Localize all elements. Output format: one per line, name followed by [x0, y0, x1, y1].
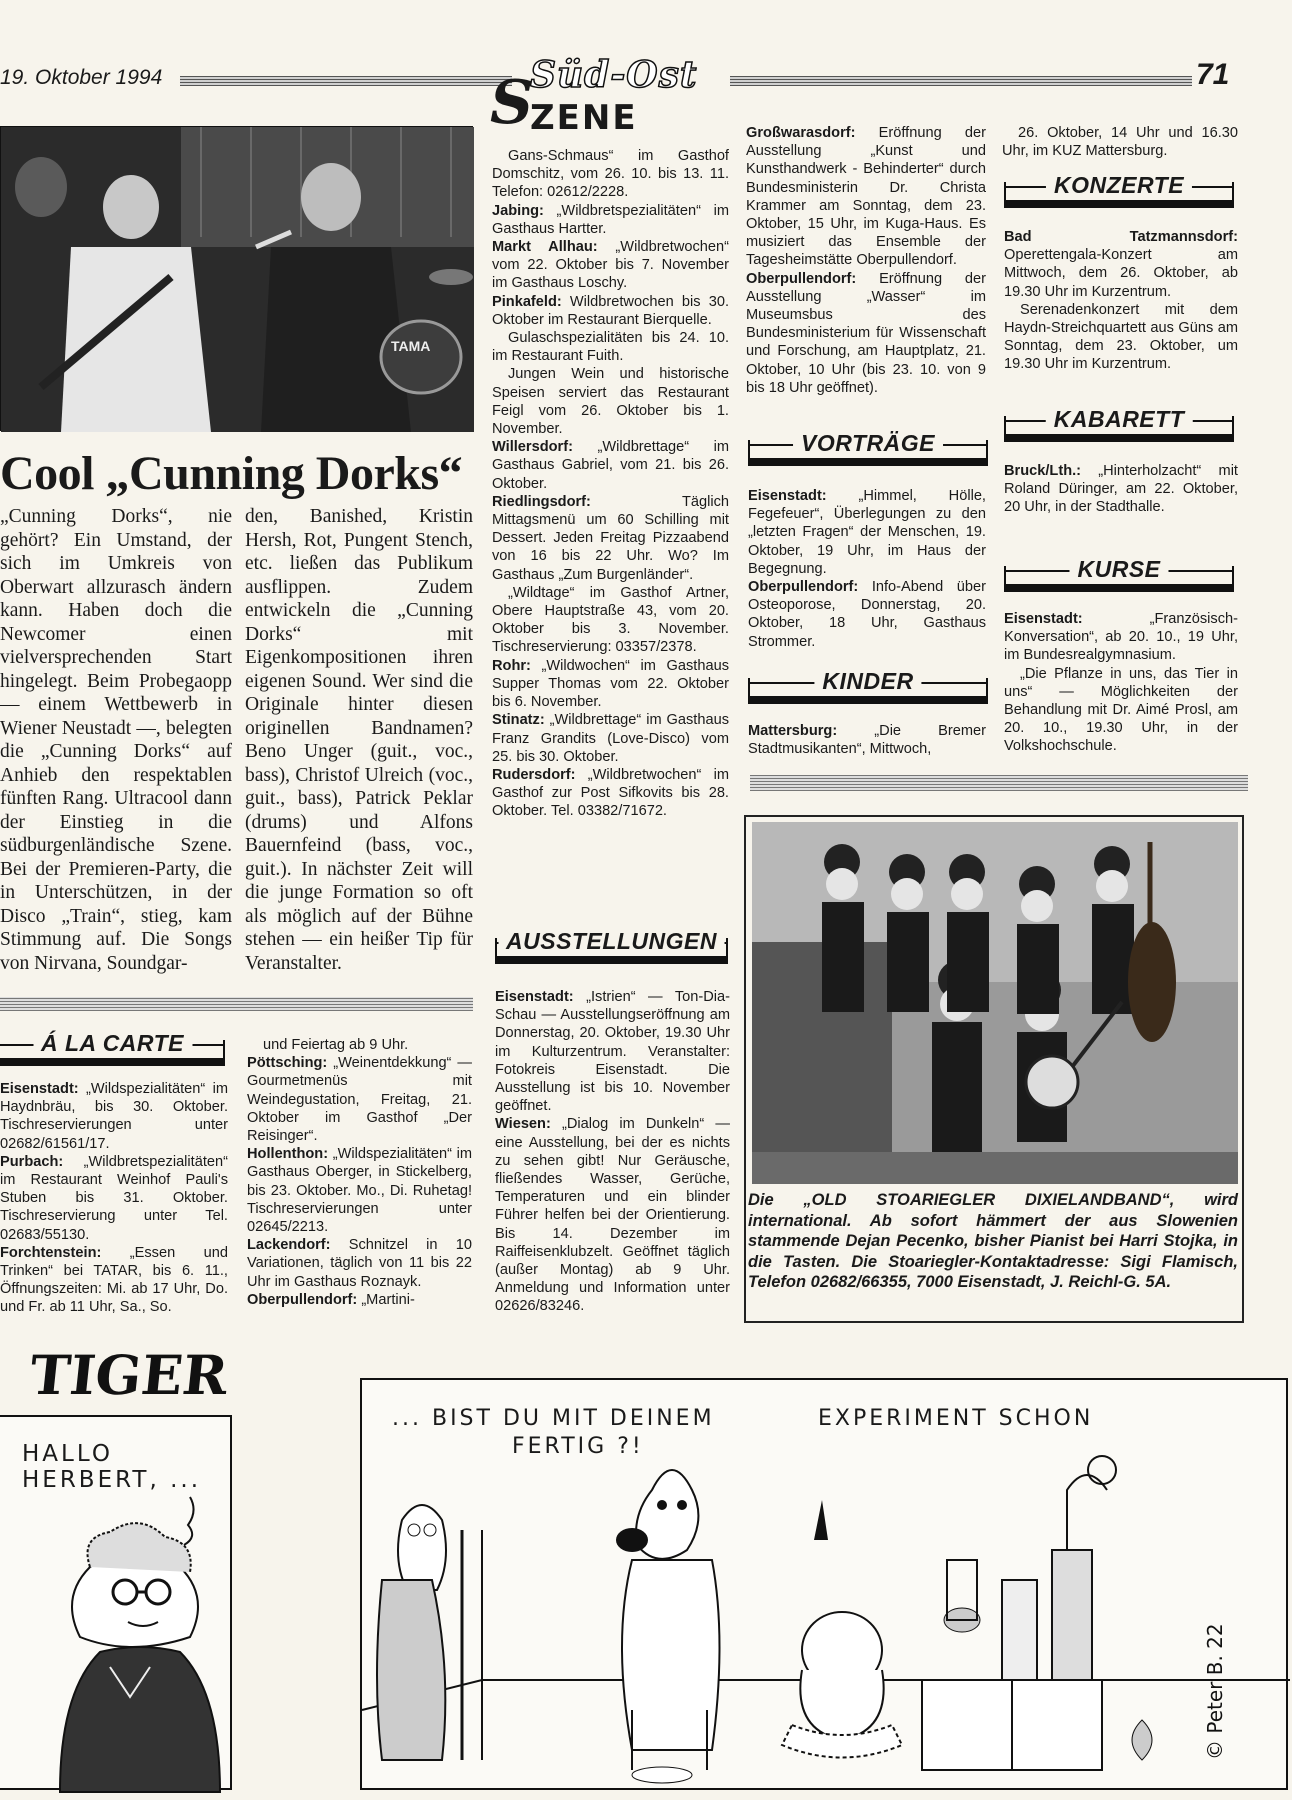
listing-text: „Istrien“ — Ton-Dia-Schau — Ausstellungseröffnung am Donnerstag, 20. Oktober, 19.30 Uhr im Kulturzentrum. Veranstalter: Fotokreis Eisenstadt. Die Ausstellung ist bis 10. November geöffnet. — [495, 989, 730, 1115]
listing-place: Rohr: — [492, 657, 531, 674]
page-number: 71 — [1196, 58, 1230, 91]
section-side-left — [748, 440, 750, 466]
listing-entry — [247, 1036, 472, 1054]
listing-place: Markt Allhau: — [492, 239, 598, 256]
section-header-vortraege — [748, 430, 988, 466]
listing-entry — [748, 578, 986, 651]
listing-place: Eisenstadt: — [495, 989, 574, 1005]
listing-entry — [492, 584, 729, 657]
band-photo — [0, 126, 473, 431]
listing-place: Forchtenstein: — [0, 1244, 102, 1261]
listing-place: Riedlingsdorf: — [492, 493, 591, 510]
listing-entry — [492, 657, 729, 712]
listing-entry — [1004, 462, 1238, 517]
listing-place: Rudersdorf: — [492, 766, 576, 783]
listing-entry — [0, 1080, 228, 1153]
speech-bubble-hallo: HALLO HERBERT, ... — [22, 1441, 202, 1493]
section-title-vortraege: VORTRÄGE — [793, 430, 943, 457]
listing-place: Lackendorf: — [247, 1237, 331, 1254]
listing-text: Schnitzel in 10 Variationen, täglich von 11 bis 22 Uhr im Gasthaus Roznayk. — [247, 1237, 472, 1290]
listing-place: Oberpullendorf: — [247, 1291, 358, 1308]
listing-entry — [748, 722, 986, 758]
section-header-konzerte — [1004, 172, 1234, 208]
drum-brand-text: TAMA — [391, 338, 431, 354]
listing-place: Hollenthon: — [247, 1146, 329, 1163]
listing-place: Eisenstadt: — [1004, 611, 1083, 627]
section-side-left — [1004, 566, 1006, 592]
section-side-left — [748, 678, 750, 704]
listing-entry — [492, 202, 729, 238]
listing-entry — [492, 493, 729, 584]
listing-text: „Wildspezialitäten“ im Gasthaus Oberger, in Stickelberg, bis 23. Oktober. Mo., Di. Ruhetag! Tischreservierungen unter 02645/2213. — [247, 1146, 472, 1236]
dixieland-band-photo — [752, 822, 1238, 1184]
shaded-bar-above-photo — [750, 775, 1248, 791]
speech-bubble-fertig: FERTIG ?! — [512, 1434, 644, 1459]
listing-entry — [492, 293, 729, 329]
listing-text: Eröffnung der Ausstellung „Wasser“ im Museumsbus des Bundesministerium für Wissenschaft und Forschung, am Hauptplatz, 21. Oktober, 10 Uhr (bis 23. 10. von 9 bis 18 Uhr geöffnet). — [746, 270, 986, 396]
section-header-kinder — [748, 668, 988, 704]
listing-place: Wiesen: — [495, 1116, 551, 1133]
comic-character-woman — [0, 1417, 232, 1792]
section-title-ausstellungen: AUSSTELLUNGEN — [498, 928, 725, 955]
comic-lab-scene — [362, 1380, 1290, 1792]
listing-entry — [1004, 665, 1238, 756]
listing-entry — [746, 270, 986, 397]
listing-entry — [1002, 124, 1238, 160]
logo-bottom-text: ZENE — [530, 98, 638, 138]
listing-entry — [0, 1244, 228, 1317]
listing-text: „Wildspezialitäten“ im Haydnbräu, bis 30. Oktober. Tischreservierungen unter 02682/61561/17. — [0, 1081, 228, 1152]
listing-place: Großwarasdorf: — [746, 125, 856, 141]
band-photo-caption: Die „OLD STOARIEGLER DIXIELANDBAND“, wird international. Ab sofort hämmert der aus Slowenien stammende Dejan Pecenko, bisher Pianist bei Harri Stojka, in die Tasten. Die Stoariegler-Kontaktadresse: Sigi Flamisch, Telefon 02682/66355, 7000 Eisenstadt, J. Reichl-G. 5A. — [748, 1191, 1238, 1291]
listing-place: Purbach: — [0, 1153, 64, 1170]
listing-text: Info-Abend über Osteoporose, Donnerstag, 20. Oktober, 18 Uhr, Gasthaus Strommer. — [748, 579, 986, 650]
comic-title-text: TIGER — [26, 1343, 231, 1407]
listing-place: Jabing: — [492, 202, 544, 219]
listing-text: Operettengala-Konzert am Mittwoch, dem 26. Oktober, ab 19.30 Uhr im Kurzentrum. — [1004, 247, 1238, 300]
listing-entry — [247, 1145, 472, 1236]
section-header-ausstellungen — [495, 928, 728, 964]
listing-text: Gulaschspezialitäten bis 24. 10. im Restaurant Fuith. — [492, 330, 729, 365]
listing-text: „Himmel, Hölle, Fegefeuer“, Überlegungen zu den „letzten Fragen“ der Menschen, 19. Oktober, 19 Uhr, im Haus der Begegnung. — [748, 488, 986, 577]
section-side-right — [223, 1040, 225, 1066]
listing-text: 26. Oktober, 14 Uhr und 16.30 Uhr, im KUZ Mattersburg. — [1002, 125, 1238, 160]
listing-entry — [0, 1153, 228, 1244]
column-5-listings — [1002, 124, 1238, 160]
section-side-right — [1232, 416, 1234, 442]
section-side-left — [1004, 182, 1006, 208]
listing-entry — [746, 124, 986, 270]
header-rule-left — [180, 76, 512, 86]
listing-text: Gans-Schmaus“ im Gasthof Domschitz, vom 26. 10. bis 13. 11. Telefon: 02612/2228. — [492, 148, 729, 201]
listing-text: Eröffnung der Ausstellung „Kunst und Kunsthandwerk - Behinderter“ durch Bundesministerin Dr. Christa Krammer am Sonntag, dem 23. Oktober, 15 Uhr, im Kuga-Haus. Es musiziert das Ensemble der Tagesheimstätte Oberpullendorf. — [746, 125, 986, 269]
dixieland-photo-image — [752, 822, 1238, 1184]
kurse-list — [1004, 610, 1238, 756]
section-title-a-la-carte: Á LA CARTE — [33, 1030, 192, 1057]
section-side-right — [986, 678, 988, 704]
section-side-left — [495, 938, 497, 964]
column-4-listings — [746, 124, 986, 397]
logo-top-text: Süd-Ost — [530, 54, 698, 96]
listing-text: „Weinentdekkung“ — Gourmetmenüs mit Weindegustation, Freitag, 21. Oktober im Gasthof „Der Reisinger“. — [247, 1055, 472, 1145]
listing-place: Eisenstadt: — [0, 1081, 79, 1097]
listing-text: „Wildbretwochen“ im Gasthof zur Post Sifkovits bis 28. Oktober. Tel. 03382/71672. — [492, 766, 729, 820]
listing-entry — [492, 438, 729, 493]
listing-entry — [1004, 228, 1238, 301]
listing-place: Bruck/Lth.: — [1004, 463, 1082, 479]
listing-text: „Wildbrettage“ im Gasthaus Gabriel, vom 21. bis 26. Oktober. — [492, 439, 729, 492]
listing-text: „Martini- — [357, 1291, 415, 1308]
listing-entry — [492, 147, 729, 202]
listing-entry — [1004, 610, 1238, 665]
kabarett-list — [1004, 462, 1238, 517]
section-logo — [490, 54, 730, 138]
listing-place: Pinkafeld: — [492, 293, 562, 310]
section-title-kabarett: KABARETT — [1046, 406, 1193, 433]
listing-entry — [492, 711, 729, 766]
a-la-carte-column-1 — [0, 1080, 228, 1317]
listing-text: „Die Pflanze in uns, das Tier in uns“ — Möglichkeiten der Behandlung mit Dr. Aimé Prosl, am 20. 10., 19.30 Uhr, in der Volkshochschule. — [1004, 665, 1238, 755]
section-side-left — [1004, 416, 1006, 442]
listing-text: „Wildbretwochen“ vom 22. Oktober bis 7. November im Gasthaus Loschy. — [492, 239, 729, 292]
article-headline: Cool „Cunning Dorks“ — [0, 447, 463, 500]
section-header-a-la-carte — [0, 1030, 225, 1066]
listing-text: „Wildwochen“ im Gasthaus Supper Thomas vom 22. Oktober bis 6. November. — [492, 657, 729, 711]
konzerte-list — [1004, 228, 1238, 374]
kinder-list — [748, 722, 986, 758]
listing-text: „Wildbrettage“ im Gasthaus Franz Grandits (Love-Disco) vom 25. bis 30. Oktober. — [492, 712, 729, 765]
listing-place: Willersdorf: — [492, 439, 573, 456]
section-side-right — [986, 440, 988, 466]
section-side-right — [726, 938, 728, 964]
listing-text: „Wildtage“ im Gasthof Artner, Obere Hauptstraße 43, vom 20. Oktober bis 3. November. Tischreservierung: 03357/2378. — [492, 584, 729, 656]
listing-text: „Wildbretspezialitäten“ im Gasthaus Hartter. — [492, 202, 729, 237]
listing-text: „Die Bremer Stadtmusikanten“, Mittwoch, — [748, 723, 986, 758]
listing-text: und Feiertag ab 9 Uhr. — [263, 1037, 409, 1053]
article-column-2 — [245, 505, 473, 975]
listing-entry — [247, 1054, 472, 1145]
listing-place: Bad Tatzmannsdorf: — [1004, 229, 1238, 245]
listing-entry — [495, 988, 730, 1115]
logo-initial: S — [490, 68, 534, 138]
listing-text: „Essen und Trinken“ bei TATAR, bis 6. 11., Öffnungszeiten: Mi. ab 17 Uhr, Do. und Fr. ab 11 Uhr, Sa., So. — [0, 1244, 228, 1316]
speech-bubble-experiment: EXPERIMENT SCHON — [818, 1406, 1094, 1431]
listing-text: „Französisch-Konversation“, ab 20. 10., 19 Uhr, im Bundesrealgymnasium. — [1004, 611, 1238, 664]
listing-entry — [495, 1115, 730, 1315]
concert-photo-image — [1, 127, 474, 432]
section-side-right — [1232, 566, 1234, 592]
listing-entry — [492, 329, 729, 365]
header-rule-right — [730, 76, 1192, 86]
listing-text: Serenadenkonzert mit dem Haydn-Streichquartett aus Güns am Sonntag, dem 23. Oktober, um 19.30 Uhr im Kurzentrum. — [1004, 301, 1238, 373]
comic-panel-1 — [0, 1415, 232, 1790]
comic-signature: © Peter B. 22 — [1203, 1623, 1227, 1760]
section-title-kurse: KURSE — [1069, 556, 1168, 583]
listing-text: „Hinterholzacht“ mit Roland Düringer, am 22. Oktober, 20 Uhr, in der Stadthalle. — [1004, 463, 1238, 516]
ausstellungen-list — [495, 988, 730, 1316]
listing-text: Täglich Mittagsmenü um 60 Schilling mit Dessert. Jeden Freitag Pizzaabend von 16 bis 22 Uhr. Wo? Im Gasthaus „Zum Burgenländer“. — [492, 493, 729, 583]
listing-text: „Wildbretspezialitäten“ im Restaurant Weinhof Pauli's Stuben bis 31. Oktober. Tischreservierung unter Tel. 02683/55130. — [0, 1153, 228, 1243]
listing-place: Oberpullendorf: — [748, 579, 859, 596]
listing-entry — [247, 1291, 472, 1309]
article-text-col1: „Cunning Dorks“, nie gehört? Ein Umstand, der sich im Umkreis von Oberwart allzurasch ändern kann. Haben doch die Newcomer einen vielversprechenden Start hingelegt. Beim Probegaopp — einem Wettbewerb in Wiener Neustadt —, belegten die „Cunning Dorks“ auf Anhieb den respektablen fünften Rang. Ultracool dann der Einstieg in die südburgenländische Szene. Bei der Premieren-Party, die in Unterschützen, in der Disco „Train“, stieg, kam Stimmung auf. Die Songs von Nirvana, Soundgar- — [0, 506, 232, 974]
comic-panel-2 — [360, 1378, 1288, 1790]
a-la-carte-column-2 — [247, 1036, 472, 1309]
listing-entry — [492, 365, 729, 438]
listing-entry — [748, 487, 986, 578]
section-header-kurse — [1004, 556, 1234, 592]
issue-date: 19. Oktober 1994 — [0, 66, 163, 89]
listing-place: Pöttsching: — [247, 1055, 328, 1072]
listing-place: Oberpullendorf: — [746, 270, 857, 287]
listing-place: Eisenstadt: — [748, 488, 827, 504]
vortraege-list — [748, 487, 986, 651]
section-header-kabarett — [1004, 406, 1234, 442]
section-title-konzerte: KONZERTE — [1046, 172, 1192, 199]
article-text-col2: den, Banished, Kristin Hersh, Rot, Pungent Stench, etc. ließen das Publikum ausflippen. Zudem entwickeln die „Cunning Dorks“ mit Eigenkompositionen ihren eigenen Sound. Wer sind die Originale hinter diesen originellen Bandnamen? Beno Unger (guit., voc., bass), Christof Ulreich (voc., guit., bass), Patrick Peklar (drums) und Alfons Bauernfeind (bass, voc., guit.). In nächster Zeit will die junge Formation so oft als möglich auf der Bühne stehen — ein heißer Tip für Veranstalter. — [245, 506, 473, 974]
comic-title-tiger — [26, 1338, 231, 1408]
speech-bubble-bist-du: ... BIST DU MIT DEINEM — [392, 1406, 715, 1431]
listing-entry — [247, 1236, 472, 1291]
article-column-1 — [0, 505, 232, 975]
listing-place: Stinatz: — [492, 712, 545, 729]
listing-entry — [492, 238, 729, 293]
listing-text: Wildbretwochen bis 30. Oktober im Restaurant Bierquelle. — [492, 293, 729, 328]
column-3-listings — [492, 147, 729, 821]
listing-place: Mattersburg: — [748, 723, 838, 739]
section-title-kinder: KINDER — [814, 668, 921, 695]
listing-text: Jungen Wein und historische Speisen serviert das Restaurant Feigl vom 26. Oktober bis 1. November. — [492, 366, 729, 438]
listing-text: „Dialog im Dunkeln“ — eine Ausstellung, bei der es nichts zu sehen gibt! Nur Geräusche, fließendes Wasser, Gerüche, Temperaturen und ein blinder Führer helfen bei der Orientierung. Bis 14. Dezember im Raiffeisenklubzelt. Geöffnet täglich (außer Montag) ab 9 Uhr. Anmeldung und Information unter 02626/83246. — [495, 1116, 730, 1315]
section-side-right — [1232, 182, 1234, 208]
shaded-bar-below-article — [0, 997, 473, 1011]
listing-entry — [1004, 301, 1238, 374]
listing-entry — [492, 766, 729, 821]
